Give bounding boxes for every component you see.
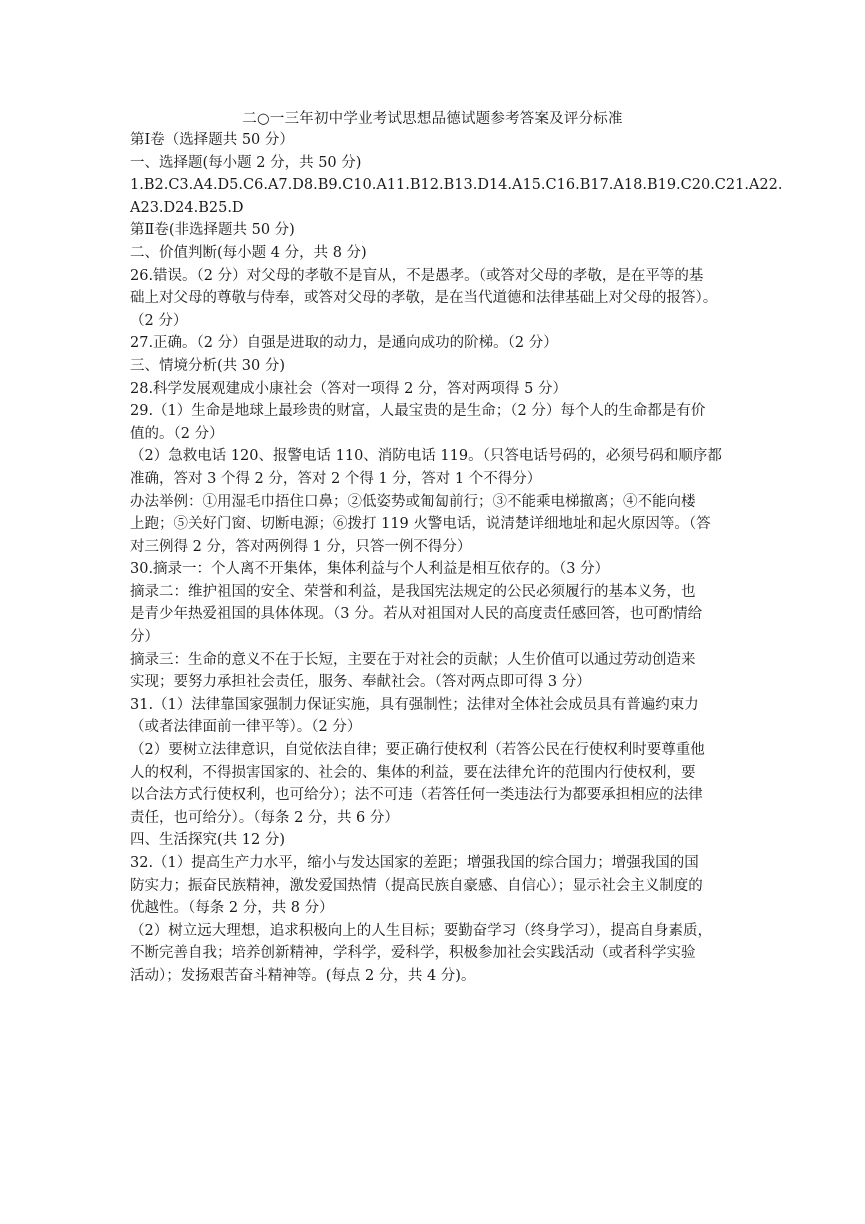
text-line: 摘录二：维护祖国的安全、荣誉和利益，是我国宪法规定的公民必须履行的基本义务，也 (130, 583, 696, 600)
section-heading: 第Ⅱ卷(非选择题共 50 分) (130, 222, 295, 239)
text-line: 办法举例：①用湿毛巾捂住口鼻；②低姿势或匍匐前行；③不能乘电梯撤离；④不能向楼 (130, 493, 696, 510)
section-heading: 三、情境分析(共 30 分) (130, 357, 285, 374)
text-line: 27.正确。（2 分）自强是进取的动力，是通向成功的阶梯。（2 分） (130, 335, 558, 352)
text-line: 对三例得 2 分，答对两例得 1 分，只答一例不得分） (130, 538, 472, 555)
text-line: 上跑；⑤关好门窗、切断电源；⑥拨打 119 火警电话，说清楚详细地址和起火原因等。（答 (130, 516, 711, 533)
text-line: （或者法律面前一律平等）。（2 分） (130, 719, 362, 736)
text-line: 30.摘录一：个人离不开集体，集体利益与个人利益是相互依存的。（3 分） (130, 561, 610, 578)
text-line: 活动）；发扬艰苦奋斗精神等。(每点 2 分，共 4 分)。 (130, 967, 476, 984)
text-line: 实现；要努力承担社会责任，服务、奉献社会。（答对两点即可得 3 分） (130, 674, 591, 691)
text-line: 26.错误。（2 分）对父母的孝敬不是盲从，不是愚孝。（或答对父母的孝敬，是在平等的基 (130, 267, 704, 284)
section-heading: 四、生活探究(共 12 分) (130, 832, 285, 849)
text-line: 是青少年热爱祖国的具体体现。（3 分。若从对祖国对人民的高度责任感回答，也可酌情给 (130, 606, 703, 623)
text-line: 责任，也可给分）。（每条 2 分，共 6 分） (130, 809, 399, 826)
text-line: 摘录三：生命的意义不在于长短，主要在于对社会的贡献；人生价值可以通过劳动创造来 (130, 651, 696, 668)
text-line: 人的权利，不得损害国家的、社会的、集体的利益，要在法律允许的范围内行使权利，要 (130, 764, 696, 781)
text-line: 以合法方式行使权利，也可给分）；法不可违（若答任何一类违法行为都要承担相应的法律 (130, 787, 703, 804)
text-line: A23.D24.B25.D (130, 199, 244, 216)
text-line: 值的。（2 分） (130, 425, 224, 442)
text-line: 29.（1）生命是地球上最珍贵的财富，人最宝贵的是生命；（2 分）每个人的生命都是有价 (130, 403, 706, 420)
text-line: 准确，答对 3 个得 2 分，答对 2 个得 1 分，答对 1 个不得分） (130, 470, 542, 487)
text-line: （2）急救电话 120、报警电话 110、消防电话 119。（只答电话号码的，必须号码和顺序都 (130, 448, 722, 465)
text-line: 31.（1）法律靠国家强制力保证实施，具有强制性；法律对全体社会成员具有普遍约束力 (130, 696, 699, 713)
text-line: 础上对父母的尊敬与侍奉，或答对父母的孝敬，是在当代道德和法律基础上对父母的报答）。 (130, 290, 718, 307)
text-line: 28.科学发展观建成小康社会（答对一项得 2 分，答对两项得 5 分） (130, 380, 567, 397)
document-title: 二○一三年初中学业考试思想品德试题参考答案及评分标准 (242, 111, 623, 127)
section-heading: 二、价值判断(每小题 4 分，共 8 分) (130, 244, 367, 261)
text-line: 分） (130, 629, 159, 646)
text-line: 优越性。（每条 2 分，共 8 分） (130, 900, 334, 917)
text-line: （2 分） (130, 312, 188, 329)
section-heading: 第Ⅰ卷（选择题共 50 分） (130, 132, 294, 148)
section-heading: 一、选择题(每小题 2 分，共 50 分) (130, 154, 362, 171)
text-line: （2）树立远大理想，追求积极向上的人生目标；要勤奋学习（终身学习），提高自身素质， (130, 922, 712, 939)
text-line: 1.B2.C3.A4.D5.C6.A7.D8.B9.C10.A11.B12.B13.D14.A15.C16.B17.A18.B19.C20.C21.A22. (130, 177, 783, 194)
text-line: 不断完善自我；培养创新精神，学科学，爱科学，积极参加社会实践活动（或者科学实验 (130, 945, 696, 962)
answer-content (130, 129, 783, 988)
text-line: 32.（1）提高生产力水平，缩小与发达国家的差距；增强我国的综合国力；增强我国的国 (130, 855, 699, 871)
text-line: （2）要树立法律意识，自觉依法自律；要正确行使权利（若答公民在行使权利时要尊重他 (130, 742, 705, 759)
text-line: 防实力；振奋民族精神，激发爱国热情（提高民族自豪感、自信心）；显示社会主义制度的 (130, 877, 703, 894)
